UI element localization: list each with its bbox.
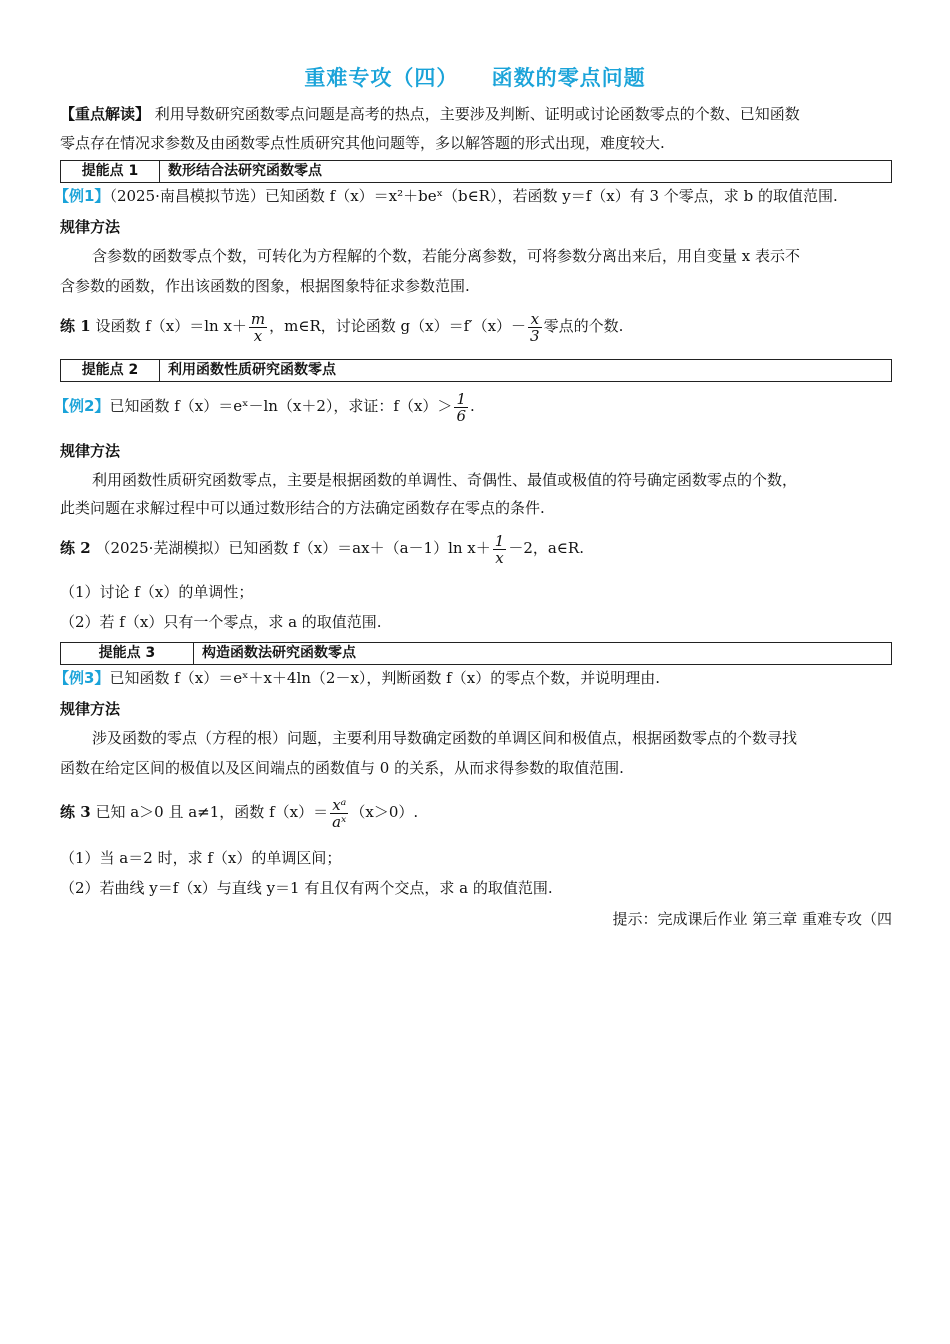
practice2-fraction-num: 1 bbox=[494, 531, 505, 550]
practice2-fraction-den: x bbox=[495, 548, 504, 567]
practice2-fraction bbox=[493, 533, 507, 566]
practice1-fraction-1-den: x bbox=[253, 326, 263, 345]
method1-line-1: 含参数的函数零点个数，可转化为方程解的个数，若能分离参数，可将参数分离出来后，用自变量 x 表示不 bbox=[92, 247, 801, 265]
point3-label: 提能点 3 bbox=[61, 643, 194, 664]
practice2-post: －2，a∈R. bbox=[508, 539, 584, 557]
practice3-fraction-num: xᵃ bbox=[330, 797, 348, 814]
example2-fraction bbox=[454, 391, 468, 424]
practice3 bbox=[60, 790, 892, 834]
method2-line-1: 利用函数性质研究函数零点，主要是根据函数的单调性、奇偶性、最值或极值的符号确定函数零点的个数， bbox=[92, 471, 798, 489]
point1-label: 提能点 1 bbox=[61, 161, 160, 182]
practice2-question-1: （1）讨论 f（x）的单调性； bbox=[60, 583, 254, 601]
practice3-post: （x＞0）. bbox=[350, 803, 419, 821]
intro-line-1 bbox=[60, 104, 892, 124]
example2-tag: 【例2】 bbox=[54, 397, 110, 415]
method2-line-2: 此类问题在求解过程中可以通过数形结合的方法确定函数存在零点的条件. bbox=[60, 499, 545, 517]
point1-name: 数形结合法研究函数零点 bbox=[168, 163, 322, 179]
example2-fraction-den: 6 bbox=[456, 406, 466, 425]
method1-line-2: 含参数的函数，作出该函数的图象，根据图象特征求参数范围. bbox=[60, 277, 470, 295]
point3-name: 构造函数法研究函数零点 bbox=[202, 645, 356, 661]
practice3-question-2: （2）若曲线 y＝f（x）与直线 y＝1 有且仅有两个交点，求 a 的取值范围. bbox=[60, 879, 553, 897]
practice2-pre: （2025·芜湖模拟）已知函数 f（x）＝ax＋（a－1）ln x＋ bbox=[95, 539, 491, 557]
point2-name: 利用函数性质研究函数零点 bbox=[168, 362, 336, 378]
practice3-fraction bbox=[330, 797, 348, 830]
practice1-fraction-1 bbox=[249, 311, 267, 344]
practice3-pre: 已知 a＞0 且 a≠1，函数 f（x）＝ bbox=[95, 803, 329, 821]
method3-heading: 规律方法 bbox=[60, 700, 121, 718]
point2-header bbox=[60, 359, 892, 382]
example2-post: . bbox=[469, 397, 475, 415]
practice1 bbox=[60, 306, 892, 346]
point2-label: 提能点 2 bbox=[61, 360, 160, 381]
practice1-fraction-2-num: x bbox=[528, 311, 542, 328]
method2-heading: 规律方法 bbox=[60, 442, 121, 460]
example1 bbox=[54, 186, 886, 206]
example3 bbox=[54, 668, 886, 688]
point1-header bbox=[60, 160, 892, 183]
intro-text-1: 利用导数研究函数零点问题是高考的热点，主要涉及判断、证明或讨论函数零点的个数、已知函数 bbox=[154, 105, 800, 123]
practice2-question-2: （2）若 f（x）只有一个零点，求 a 的取值范围. bbox=[60, 613, 382, 631]
intro-label: 【重点解读】 bbox=[60, 105, 151, 123]
practice1-mid: ，m∈R，讨论函数 g（x）＝f′（x）－ bbox=[269, 317, 527, 335]
practice3-label: 练 3 bbox=[60, 803, 91, 821]
footer-hint: 提示：完成课后作业 第三章 重难专攻（四 bbox=[612, 910, 892, 928]
practice1-pre: 设函数 f（x）＝ln x＋ bbox=[95, 317, 247, 335]
page-title: 重难专攻（四） 函数的零点问题 bbox=[304, 66, 646, 90]
practice2-label: 练 2 bbox=[60, 539, 91, 557]
method3-line-1: 涉及函数的零点（方程的根）问题，主要利用导数确定函数的单调区间和极值点，根据函数零点的个数寻找 bbox=[92, 729, 798, 747]
practice1-fraction-2-den: 3 bbox=[530, 326, 540, 345]
example2 bbox=[54, 386, 886, 426]
method1-heading: 规律方法 bbox=[60, 218, 121, 236]
practice3-fraction-den: aˣ bbox=[332, 812, 347, 831]
example1-tag: 【例1】 bbox=[54, 187, 110, 205]
example1-text: （2025·南昌模拟节选）已知函数 f（x）＝x²＋beˣ（b∈R），若函数 y＝f（x）有 3 个零点，求 b 的取值范围. bbox=[109, 187, 838, 205]
example2-fraction-num: 1 bbox=[456, 389, 466, 408]
practice1-post: 零点的个数. bbox=[543, 317, 624, 335]
example3-text: 已知函数 f（x）＝eˣ＋x＋4ln（2－x），判断函数 f（x）的零点个数，并说明理由. bbox=[109, 669, 660, 687]
practice1-label: 练 1 bbox=[60, 317, 91, 335]
intro-line-2: 零点存在情况求参数及由函数零点性质研究其他问题等，多以解答题的形式出现，难度较大. bbox=[60, 134, 665, 152]
practice2 bbox=[60, 528, 892, 568]
practice1-fraction-2 bbox=[528, 311, 542, 344]
example2-pre: 已知函数 f（x）＝eˣ－ln（x＋2），求证：f（x）＞ bbox=[109, 397, 453, 415]
example3-tag: 【例3】 bbox=[54, 669, 110, 687]
method3-line-2: 函数在给定区间的极值以及区间端点的函数值与 0 的关系，从而求得参数的取值范围. bbox=[60, 759, 624, 777]
practice3-question-1: （1）当 a＝2 时，求 f（x）的单调区间； bbox=[60, 849, 342, 867]
point3-header bbox=[60, 642, 892, 665]
practice1-fraction-1-num: m bbox=[250, 309, 266, 328]
